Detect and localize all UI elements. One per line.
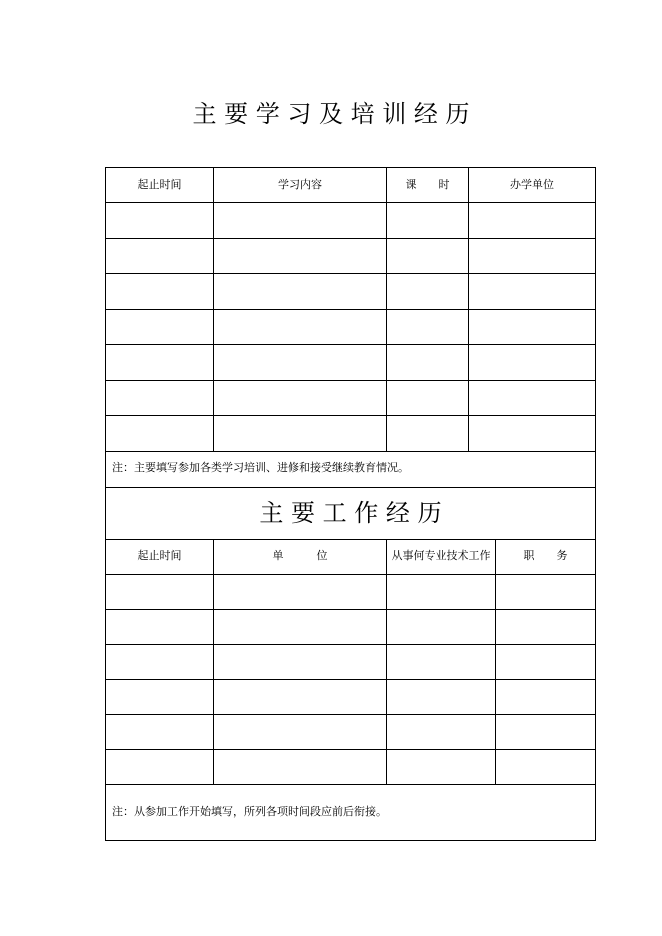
header-period: 起止时间 — [137, 549, 182, 562]
row-divider — [106, 202, 595, 203]
section-divider — [106, 487, 595, 488]
work-note: 注：从参加工作开始填写，所列各项时间段应前后衔接。 — [112, 805, 387, 818]
row-divider — [106, 415, 595, 416]
header-hours: 课 时 — [405, 178, 450, 191]
row-divider — [106, 714, 595, 715]
resume-form — [105, 167, 596, 841]
column-divider — [386, 539, 387, 784]
row-divider — [106, 309, 595, 310]
column-divider — [468, 168, 469, 451]
section-title-work: 主 要 工 作 经 历 — [259, 499, 442, 527]
row-divider — [106, 380, 595, 381]
column-divider — [386, 168, 387, 451]
header-employer: 单 位 — [272, 549, 328, 562]
row-divider — [106, 679, 595, 680]
row-divider — [106, 539, 595, 540]
header-study-content: 学习内容 — [278, 178, 322, 191]
header-institution: 办学单位 — [510, 178, 554, 191]
row-divider — [106, 609, 595, 610]
row-divider — [106, 749, 595, 750]
row-divider — [106, 273, 595, 274]
header-specialty: 从事何专业技术工作 — [391, 549, 491, 562]
row-divider — [106, 238, 595, 239]
column-divider — [213, 168, 214, 451]
row-divider — [106, 344, 595, 345]
column-divider — [213, 539, 214, 784]
row-divider — [106, 451, 595, 452]
page-title: 主 要 学 习 及 培 训 经 历 — [192, 100, 470, 128]
row-divider — [106, 644, 595, 645]
study-note: 注：主要填写参加各类学习培训、进修和接受继续教育情况。 — [112, 461, 409, 474]
header-position: 职 务 — [523, 549, 568, 562]
header-period: 起止时间 — [137, 178, 182, 191]
column-divider — [495, 539, 496, 784]
row-divider — [106, 574, 595, 575]
row-divider — [106, 784, 595, 785]
